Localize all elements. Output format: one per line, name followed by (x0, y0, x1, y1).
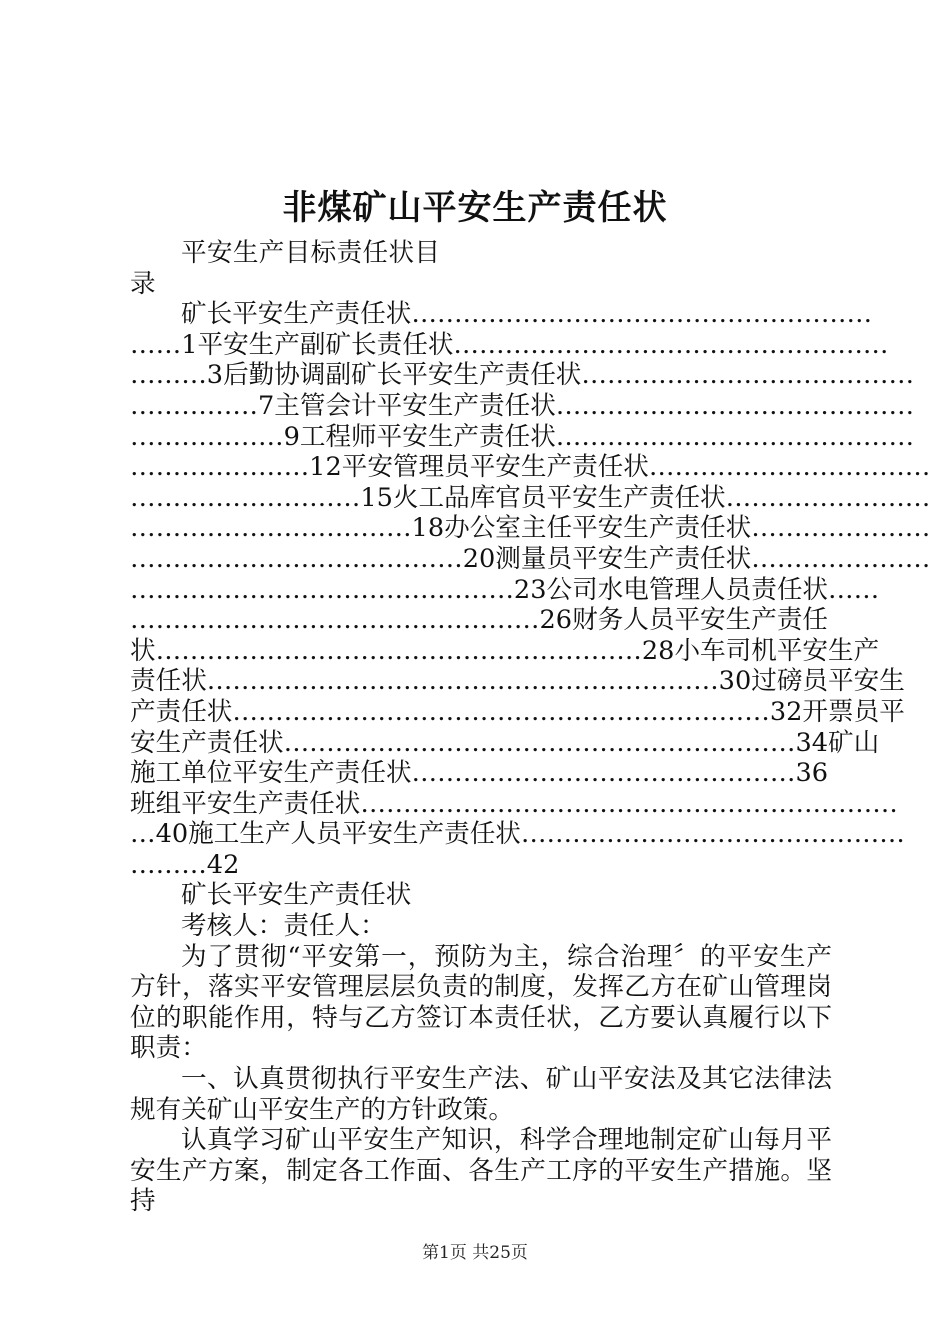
page-footer: 第1页 共25页 (422, 1243, 528, 1263)
toc-line: 班组平安生产责任状……………………………………………………… (130, 788, 898, 819)
toc-line: 状…………………………………………………28小车司机平安生产 (130, 635, 880, 666)
toc-line: ……………7主管会计平安生产责任状…………………………………… (130, 390, 915, 421)
body-paragraph: 一、认真贯彻执行平安生产法、矿山平安法及其它法律法规有关矿山平安生产的方针政策。 (130, 1064, 832, 1125)
body-paragraph: 为了贯彻“平安第一，预防为主，综合治理〞的平安生产方针，落实平安管理层层负责的制度，发挥乙方在矿山管理岗位的职能作用，特与乙方签订本责任状，乙方要认真履行以下职责： (130, 941, 832, 1064)
toc-line: ………42 (130, 849, 240, 880)
toc-line: ………3后勤协调副矿长平安生产责任状………………………………… (130, 360, 915, 391)
document-body (130, 238, 931, 1217)
toc-line: …………………………………20测量员平安生产责任状………………… (130, 543, 931, 574)
toc-line: 安生产责任状……………………………………………………34矿山 (130, 727, 880, 758)
toc-line: ……1平安生产副矿长责任状…………………………………………… (130, 329, 889, 360)
section-heading: 矿长平安生产责任状 (181, 880, 412, 911)
toc-line: 责任状……………………………………………………30过磅员平安生 (130, 666, 905, 697)
toc-line: ……………………………18办公室主任平安生产责任状………………… (130, 513, 931, 544)
toc-line: …………………………………………26财务人员平安生产责任 (130, 605, 829, 636)
toc-line: …………………12平安管理员平安生产责任状…………………………… (130, 452, 931, 483)
toc-line: ………………………………………23公司水电管理人员责任状…… (130, 574, 880, 605)
toc-line: ………………………15火工品库官员平安生产责任状…………………… (130, 482, 931, 513)
toc-line: ………………9工程师平安生产责任状…………………………………… (130, 421, 915, 452)
body-paragraph: 认真学习矿山平安生产知识，科学合理地制定矿山每月平安生产方案，制定各工作面、各生产工序的平安生产措施。坚持 (130, 1125, 832, 1217)
toc-line: 产责任状………………………………………………………32开票员平 (130, 696, 905, 727)
signature-line: 考核人：责任人： (181, 911, 386, 942)
toc-line: …40施工生产人员平安生产责任状……………………………………… (130, 819, 905, 850)
toc-heading: 平安生产目标责任状目录 (130, 238, 440, 299)
table-of-contents (130, 299, 931, 880)
toc-line: 矿长平安生产责任状……………………………………………… (181, 299, 873, 330)
toc-line: 施工单位平安生产责任状………………………………………36 (130, 758, 829, 789)
document-title: 非煤矿山平安生产责任状 (282, 188, 668, 228)
